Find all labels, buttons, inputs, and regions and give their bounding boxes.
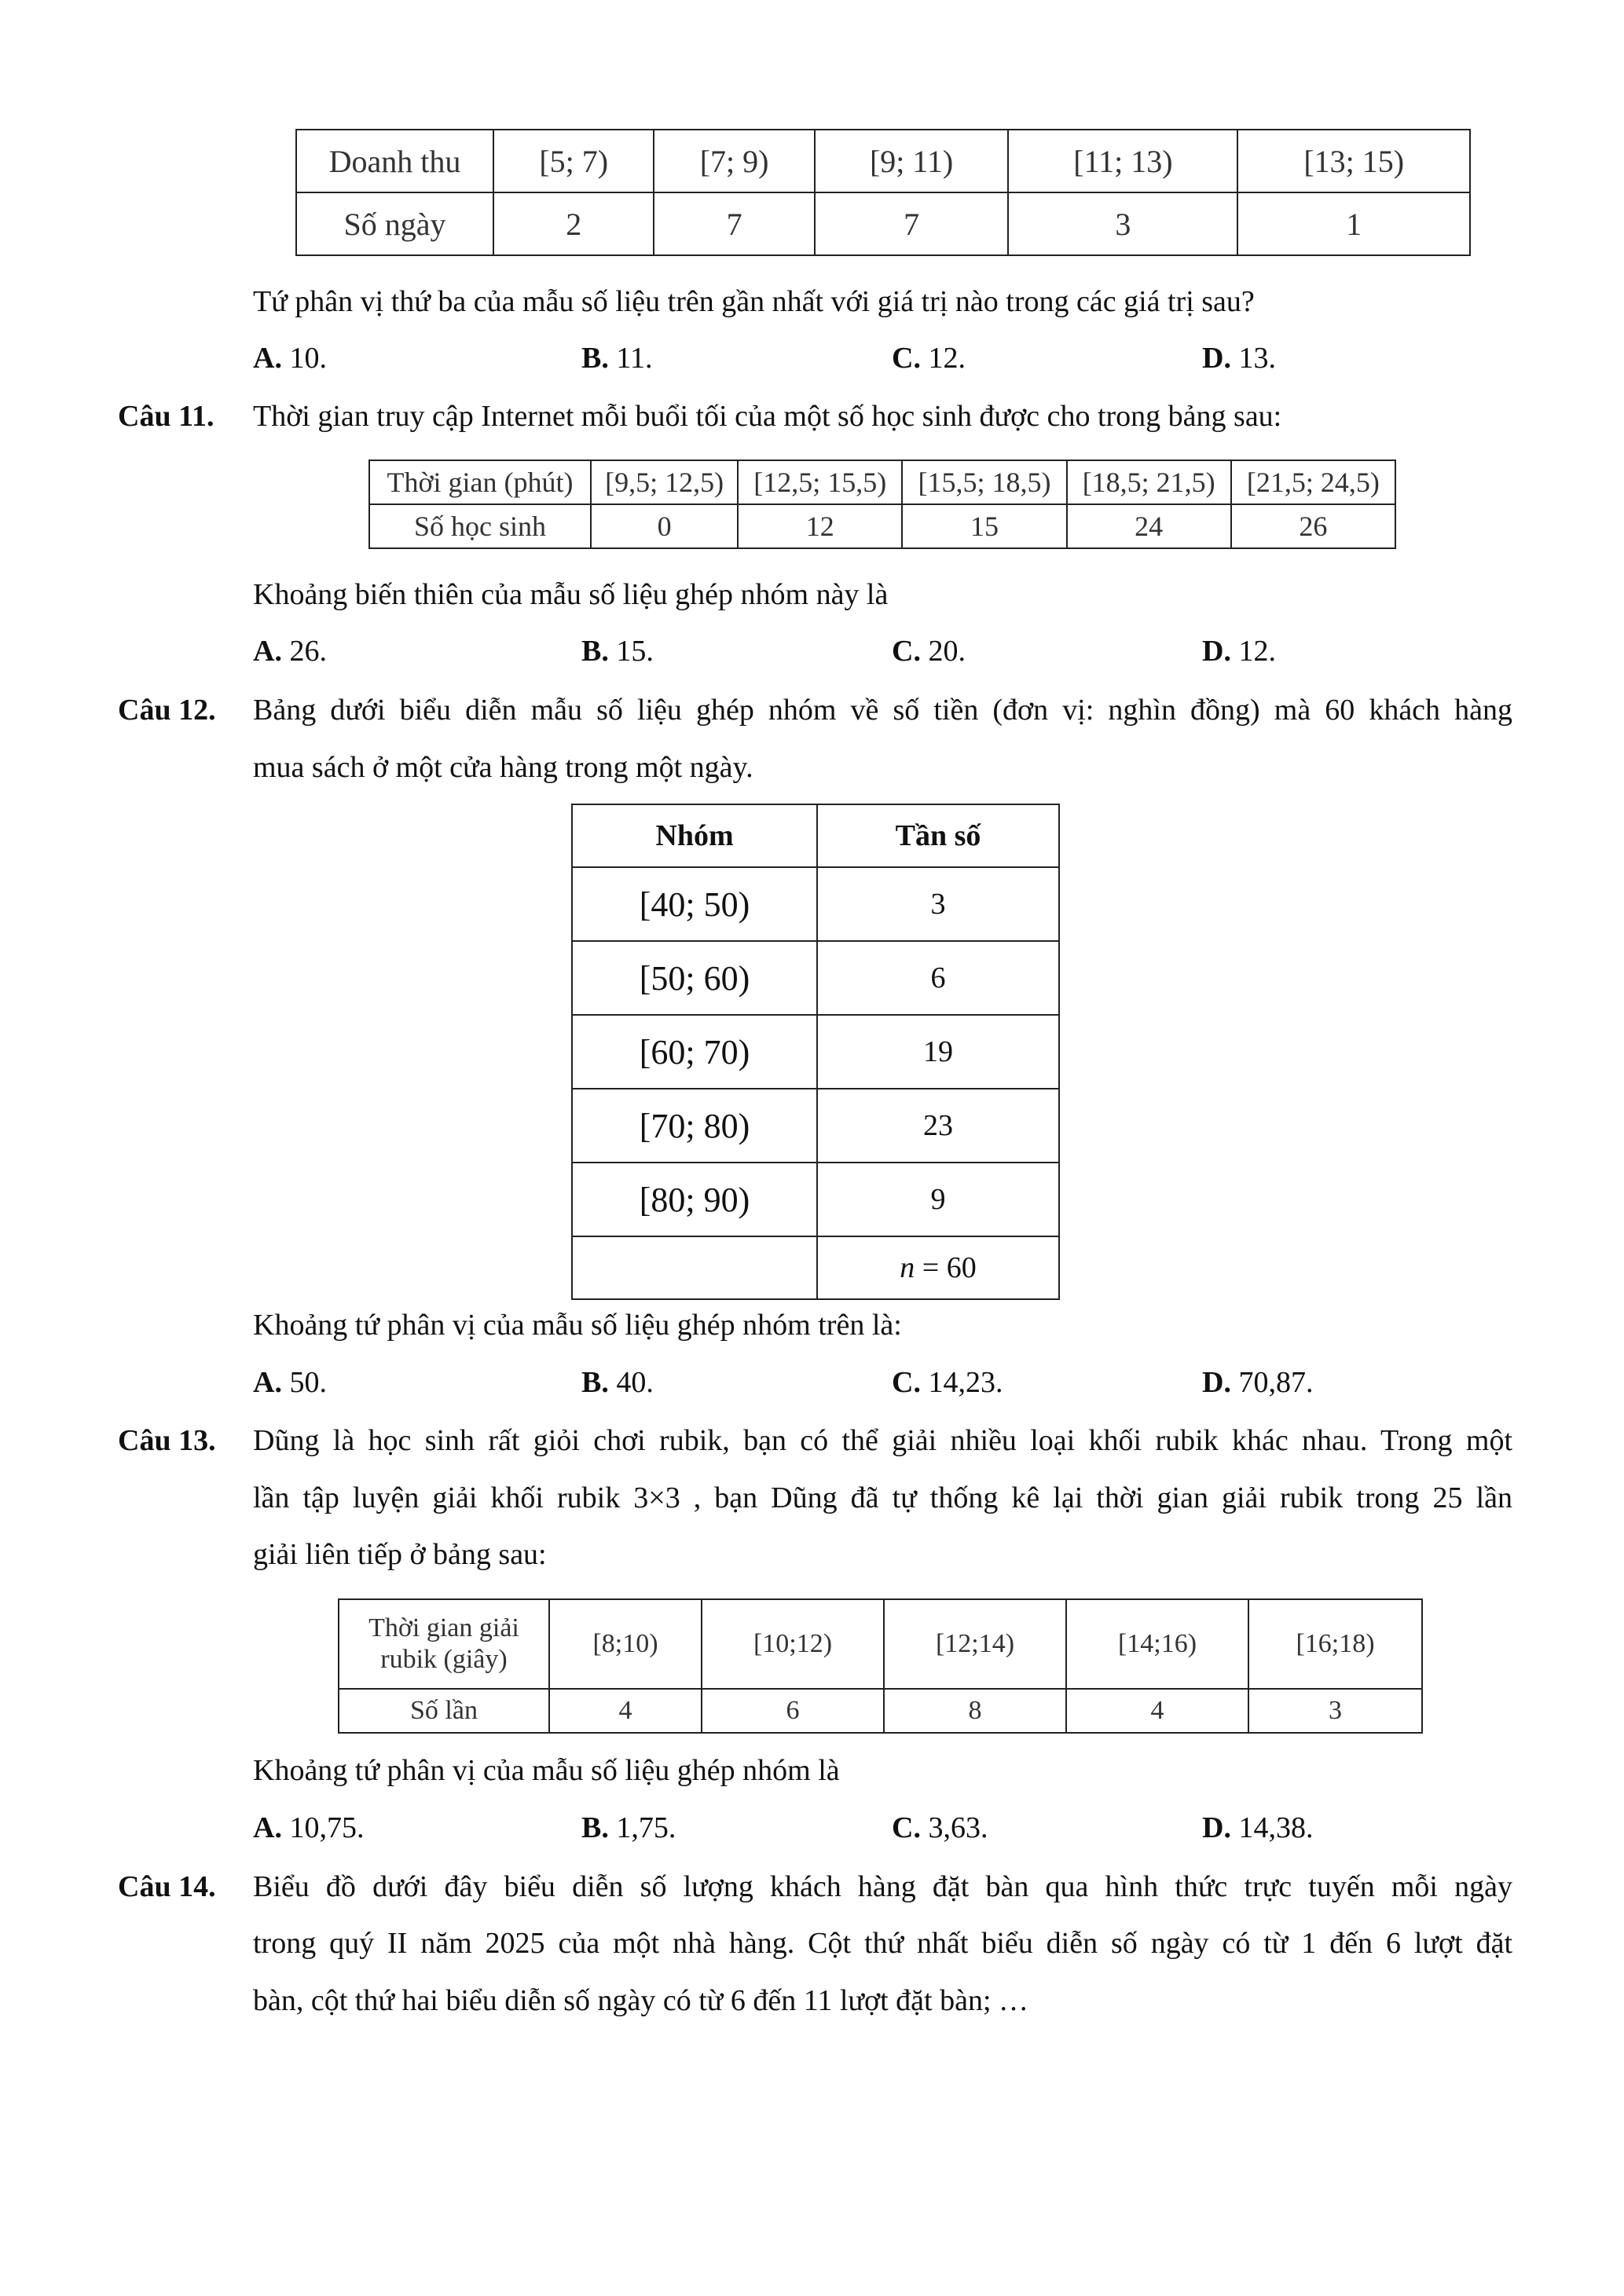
q12-stem-line2: mua sách ở một cửa hàng trong một ngày. <box>253 751 753 784</box>
table-cell: 0 <box>591 504 738 548</box>
q13-question: Khoảng tứ phân vị của mẫu số liệu ghép nhóm là <box>253 1754 840 1787</box>
q11-option-d <box>1202 634 1276 668</box>
table-cell: 6 <box>702 1689 884 1733</box>
table-cell: [5; 7) <box>493 130 654 192</box>
option-label: B. <box>581 635 609 668</box>
q13-stem-line2: lần tập luyện giải khối rubik 3×3 , bạn Dũng đã tự thống kê lại thời gian giải rubik trong 25 lần <box>253 1481 1512 1514</box>
option-text: 11. <box>608 342 653 375</box>
table-cell: [13; 15) <box>1237 130 1470 192</box>
table-row <box>339 1599 1422 1689</box>
option-label: D. <box>1202 1366 1231 1399</box>
table-cell: [50; 60) <box>572 941 817 1015</box>
q11-option-b <box>581 634 654 668</box>
table-cell: [70; 80) <box>572 1089 817 1163</box>
table-row <box>296 130 1470 192</box>
table-cell: 3 <box>817 867 1059 941</box>
table-cell: 19 <box>817 1015 1059 1089</box>
q10-option-b <box>581 341 652 375</box>
total-cell <box>817 1236 1059 1299</box>
option-text: 12. <box>1230 635 1276 668</box>
option-label: A. <box>253 635 282 668</box>
internet-time-table <box>368 460 1396 549</box>
table-cell: [9; 11) <box>815 130 1009 192</box>
q12-option-b <box>581 1365 654 1400</box>
q13-option-d <box>1202 1811 1313 1845</box>
table-cell: [12,5; 15,5) <box>738 460 902 504</box>
option-label: C. <box>892 1366 921 1399</box>
table-cell: 3 <box>1008 192 1237 255</box>
table-row <box>572 1236 1059 1299</box>
total-variable: n <box>900 1251 915 1284</box>
q12-option-a <box>253 1365 327 1400</box>
q11-stem: Thời gian truy cập Internet mỗi buổi tối của một số học sinh được cho trong bảng sau: <box>253 400 1282 433</box>
option-text: 26. <box>281 635 327 668</box>
option-text: 15. <box>608 635 654 668</box>
table-cell: 7 <box>815 192 1009 255</box>
table-cell: [7; 9) <box>654 130 814 192</box>
table-row <box>572 804 1059 867</box>
option-text: 10. <box>281 342 327 375</box>
table-cell: 23 <box>817 1089 1059 1163</box>
option-text: 10,75. <box>281 1811 365 1844</box>
option-label: A. <box>253 342 282 375</box>
table-cell: 1 <box>1237 192 1470 255</box>
option-text: 14,23. <box>920 1366 1003 1399</box>
table-cell: [14;16) <box>1066 1599 1248 1689</box>
q13-option-a <box>253 1811 364 1845</box>
table-cell: [60; 70) <box>572 1015 817 1089</box>
header-cell: Tần số <box>817 804 1059 867</box>
table-cell: [12;14) <box>884 1599 1066 1689</box>
q13-option-b <box>581 1811 676 1845</box>
total-value: = 60 <box>915 1251 977 1284</box>
table-row <box>572 1089 1059 1163</box>
q13-stem-line1: Dũng là học sinh rất giỏi chơi rubik, bạn có thể giải nhiều loại khối rubik khác nhau. Trong một <box>253 1424 1512 1457</box>
option-label: D. <box>1202 342 1231 375</box>
header-cell <box>339 1599 549 1689</box>
option-text: 13. <box>1230 342 1276 375</box>
book-spending-table <box>571 804 1060 1300</box>
q14-stem-line3: bàn, cột thứ hai biểu diễn số ngày có từ 6 đến 11 lượt đặt bàn; … <box>253 1984 1028 2017</box>
option-label: A. <box>253 1366 282 1399</box>
table-cell: [11; 13) <box>1008 130 1237 192</box>
q14-number: Câu 14. <box>118 1870 216 1903</box>
table-cell: [10;12) <box>702 1599 884 1689</box>
q12-option-c <box>892 1365 1003 1400</box>
option-label: D. <box>1202 1811 1231 1844</box>
table-cell: 24 <box>1067 504 1231 548</box>
q10-option-a <box>253 341 327 375</box>
table-cell: [80; 90) <box>572 1163 817 1236</box>
table-cell: 7 <box>654 192 814 255</box>
table-cell: [16;18) <box>1248 1599 1422 1689</box>
option-text: 14,38. <box>1230 1811 1314 1844</box>
q14-stem-line2: trong quý II năm 2025 của một nhà hàng. Cột thứ nhất biểu diễn số ngày có từ 1 đến 6 lượt đặt <box>253 1927 1512 1960</box>
q13-number: Câu 13. <box>118 1424 216 1457</box>
option-text: 50. <box>281 1366 327 1399</box>
table-cell: 4 <box>1066 1689 1248 1733</box>
option-text: 3,63. <box>920 1811 988 1844</box>
option-text: 1,75. <box>608 1811 676 1844</box>
header-line: rubik (giây) <box>380 1645 508 1674</box>
option-label: C. <box>892 635 921 668</box>
table-cell: [40; 50) <box>572 867 817 941</box>
table-cell: Số học sinh <box>369 504 591 548</box>
table-row <box>369 504 1395 548</box>
header-cell: Nhóm <box>572 804 817 867</box>
table-cell: Thời gian (phút) <box>369 460 591 504</box>
option-label: D. <box>1202 635 1231 668</box>
q13-option-c <box>892 1811 988 1845</box>
revenue-table <box>295 129 1471 256</box>
table-cell: 15 <box>902 504 1066 548</box>
table-row <box>572 1163 1059 1236</box>
q10-option-d <box>1202 341 1276 375</box>
table-row <box>369 460 1395 504</box>
q11-number: Câu 11. <box>118 400 214 433</box>
q12-question: Khoảng tứ phân vị của mẫu số liệu ghép nhóm trên là: <box>253 1309 902 1342</box>
option-label: C. <box>892 342 921 375</box>
table-cell: 2 <box>493 192 654 255</box>
table-cell: 12 <box>738 504 902 548</box>
table-row <box>339 1689 1422 1733</box>
q12-number: Câu 12. <box>118 694 216 727</box>
option-label: C. <box>892 1811 921 1844</box>
q11-option-c <box>892 634 966 668</box>
q11-option-a <box>253 634 327 668</box>
q12-stem-line1: Bảng dưới biểu diễn mẫu số liệu ghép nhóm về số tiền (đơn vị: nghìn đồng) mà 60 khách hàng <box>253 694 1512 727</box>
table-cell: [8;10) <box>549 1599 702 1689</box>
option-label: B. <box>581 1366 609 1399</box>
option-label: B. <box>581 342 609 375</box>
option-text: 40. <box>608 1366 654 1399</box>
q14-stem-line1: Biểu đồ dưới đây biểu diễn số lượng khách hàng đặt bàn qua hình thức trực tuyến mỗi ngày <box>253 1870 1512 1903</box>
table-cell: [9,5; 12,5) <box>591 460 738 504</box>
option-text: 70,87. <box>1230 1366 1314 1399</box>
table-row <box>296 192 1470 255</box>
option-label: A. <box>253 1811 282 1844</box>
table-cell: 4 <box>549 1689 702 1733</box>
header-line: Thời gian giải <box>368 1613 519 1642</box>
q13-stem-line3: giải liên tiếp ở bảng sau: <box>253 1538 547 1571</box>
table-cell: Số lần <box>339 1689 549 1733</box>
table-cell: 6 <box>817 941 1059 1015</box>
table-row <box>572 941 1059 1015</box>
option-label: B. <box>581 1811 609 1844</box>
table-row <box>572 867 1059 941</box>
table-cell <box>572 1236 817 1299</box>
table-cell: 9 <box>817 1163 1059 1236</box>
table-cell: 8 <box>884 1689 1066 1733</box>
table-cell: [15,5; 18,5) <box>902 460 1066 504</box>
table-cell: 26 <box>1231 504 1395 548</box>
q11-question: Khoảng biến thiên của mẫu số liệu ghép nhóm này là <box>253 578 889 611</box>
q10-option-c <box>892 341 966 375</box>
table-cell: 3 <box>1248 1689 1422 1733</box>
q10-question: Tứ phân vị thứ ba của mẫu số liệu trên gần nhất với giá trị nào trong các giá trị sau? <box>253 285 1255 318</box>
table-row <box>572 1015 1059 1089</box>
table-cell: Doanh thu <box>296 130 493 192</box>
option-text: 12. <box>920 342 966 375</box>
table-cell: [18,5; 21,5) <box>1067 460 1231 504</box>
q12-option-d <box>1202 1365 1313 1400</box>
table-cell: Số ngày <box>296 192 493 255</box>
table-cell: [21,5; 24,5) <box>1231 460 1395 504</box>
rubik-time-table <box>338 1598 1423 1734</box>
option-text: 20. <box>920 635 966 668</box>
